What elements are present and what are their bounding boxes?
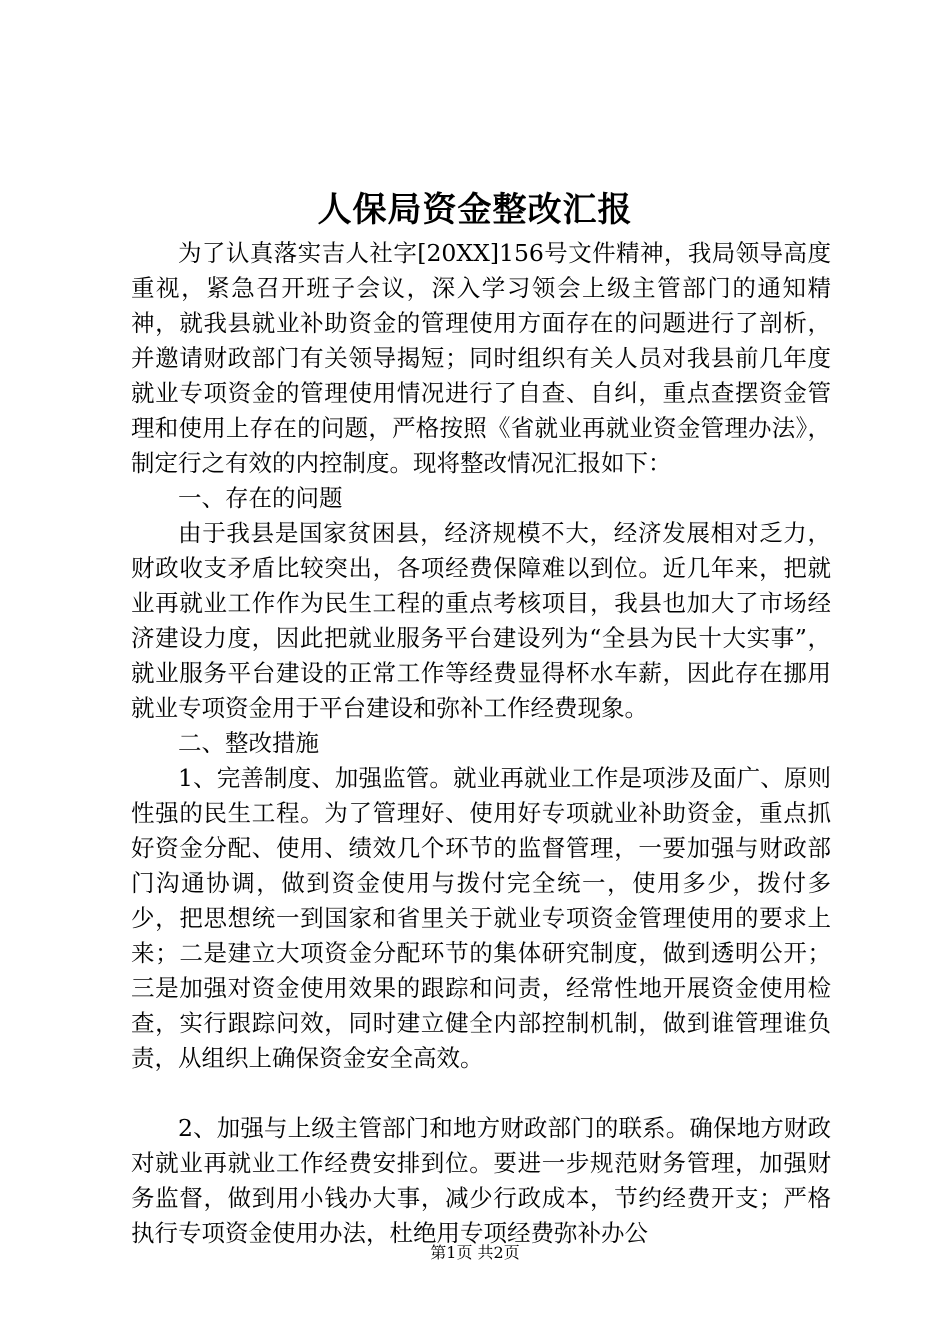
section-heading-problems: 一、存在的问题 (178, 484, 343, 512)
paragraph-gap (131, 1076, 831, 1111)
problems-paragraph: 由于我县是国家贫困县，经济规模不大，经济发展相对乏力，财政收支矛盾比较突出，各项经费保障难以到位。近几年来，把就业再就业工作作为民生工程的重点考核项目，我县也加大了市场经济建设力度，因此把就业服务平台建设列为“全县为民十大实事”，就业服务平台建设的正常工作等经费显得杯水车薪，因此存在挪用就业专项资金用于平台建设和弥补工作经费现象。 (131, 519, 831, 722)
section-heading-measures: 二、整改措施 (178, 729, 319, 757)
measure-1-paragraph: 1、完善制度、加强监管。就业再就业工作是项涉及面广、原则性强的民生工程。为了管理好、使用好专项就业补助资金，重点抓好资金分配、使用、绩效几个环节的监督管理，一要加强与财政部门沟通协调，做到资金使用与拨付完全统一，使用多少，拨付多少，把思想统一到国家和省里关于就业专项资金管理使用的要求上来；二是建立大项资金分配环节的集体研究制度，做到透明公开；三是加强对资金使用效果的跟踪和问责，经常性地开展资金使用检查，实行跟踪问效，同时建立健全内部控制机制，做到谁管理谁负责，从组织上确保资金安全高效。 (131, 764, 831, 1072)
intro-paragraph: 为了认真落实吉人社字[20XX]156号文件精神，我局领导高度重视，紧急召开班子会议，深入学习领会上级主管部门的通知精神，就我县就业补助资金的管理使用方面存在的问题进行了剖析，并邀请财政部门有关领导揭短；同时组织有关人员对我县前几年度就业专项资金的管理使用情况进行了自查、自纠，重点查摆资金管理和使用上存在的问题，严格按照《省就业再就业资金管理办法》，制定行之有效的内控制度。现将整改情况汇报如下： (131, 239, 831, 477)
document-title: 人保局资金整改汇报 (317, 190, 633, 230)
document-body (131, 236, 831, 1251)
measure-2-paragraph: 2、加强与上级主管部门和地方财政部门的联系。确保地方财政对就业再就业工作经费安排到位。要进一步规范财务管理，加强财务监督，做到用小钱办大事，减少行政成本，节约经费开支；严格执行专项资金使用办法，杜绝用专项经费弥补办公 (131, 1114, 831, 1247)
page-number-footer: 第1页 共2页 (430, 1243, 520, 1262)
